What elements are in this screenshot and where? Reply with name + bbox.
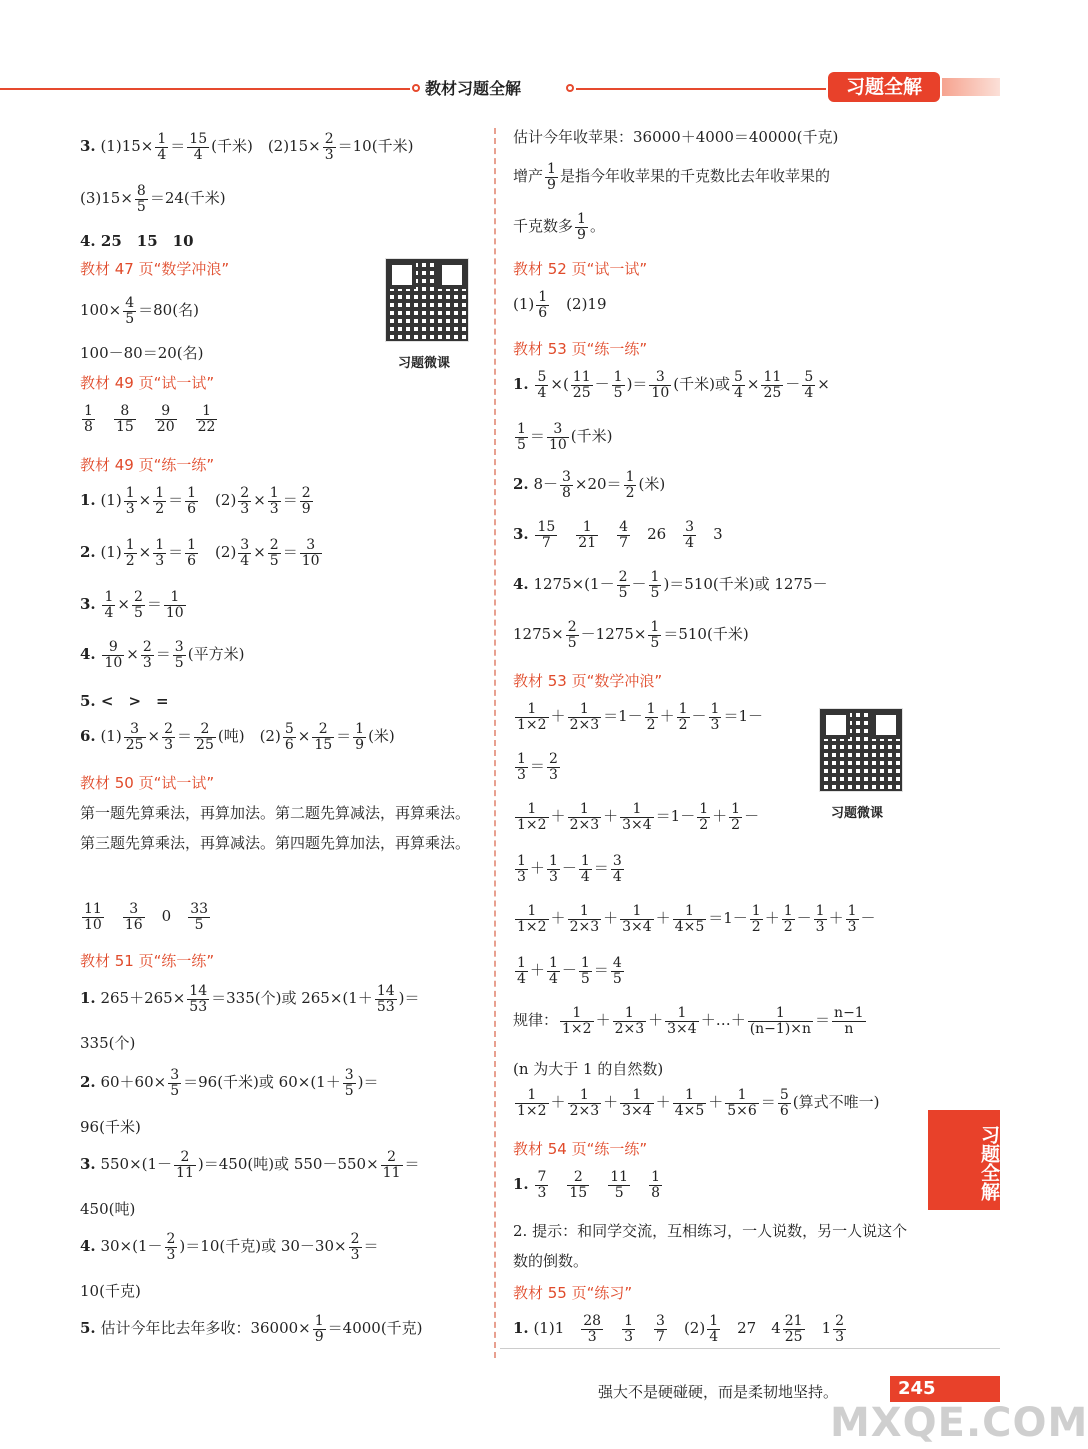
surf-line-2: 100－80＝20(名) — [80, 344, 204, 362]
practice-51-5: 5. 估计今年比去年多收：36000× $\frac{1}{9}$ ＝4000(千克) — [80, 1313, 423, 1345]
practice-53-1b: $\frac{1}{5}$ ＝ $\frac{3}{10}$ (千米) — [517, 421, 613, 453]
section-52-try: 教材 52 页“试一试” — [513, 260, 648, 278]
practice-51-4b: 10(千克) — [80, 1282, 141, 1300]
qr-code-bottom[interactable] — [819, 708, 903, 792]
surf-53-example: $\frac{1}{1\times 2}$ ＋ $\frac{1}{2\times 3}$ ＋ $\frac{1}{3\times 4}$ ＋ $\frac{1}{4\times 5}$ ＋ $\frac{1}{5\times 6}$ ＝ $\frac{5}{6}$ (算式不唯一) — [517, 1087, 880, 1119]
surf-53-rule: 规律： $\frac{1}{1\times 2}$ ＋ $\frac{1}{2\times 3}$ ＋ $\frac{1}{3\times 4}$ ＋…＋ $\frac{1}{(n-1)\times n}$ ＝ $\frac{n-1}{n}$ — [513, 1005, 864, 1037]
practice-49-4: 4. $\frac{9}{10}$ × $\frac{2}{3}$ ＝ $\frac{3}{5}$ (平方米) — [80, 639, 245, 671]
footer-rule — [500, 1348, 1000, 1349]
practice-53-3: 3. $\frac{15}{7}$ $\frac{1}{21}$ $\frac{4}{7}$ 26 $\frac{3}{4}$ 3 — [513, 519, 723, 551]
qr-label-top: 习题微课 — [398, 356, 451, 371]
header-dot-right — [566, 84, 574, 92]
increase-explanation-1: 增产 $\frac{1}{9}$ 是指今年收苹果的千克数比去年收苹果的 — [513, 161, 830, 193]
surf-53-line-1: $\frac{1}{1\times 2}$ ＋ $\frac{1}{2\times 3}$ ＝1－ $\frac{1}{2}$ ＋ $\frac{1}{2}$ － $\frac{1}{3}$ ＝1－ — [517, 701, 763, 733]
try-49-answers: $\frac{1}{8}$ $\frac{8}{15}$ $\frac{9}{20}$ $\frac{1}{22}$ — [84, 403, 216, 435]
practice-54-2: 2. 提示：和同学交流，互相练习，一人说数，另一人说这个数的倒数。 — [513, 1222, 908, 1270]
practice-51-1a: 1. 265＋265× $\frac{14}{53}$ ＝335(个)或 265×(1＋ $\frac{14}{53}$ )＝ — [80, 983, 420, 1015]
section-49-practice: 教材 49 页“练一练” — [80, 456, 215, 474]
answer-3-3: (3)15× $\frac{8}{5}$ ＝24(千米) — [80, 183, 226, 215]
answer-4: 4. 25 15 10 — [80, 232, 194, 250]
surf-53-line-2: $\frac{1}{3}$ ＝ $\frac{2}{3}$ — [517, 751, 558, 783]
section-53-surf: 教材 53 页“数学冲浪” — [513, 672, 663, 690]
footer-motto: 强大不是硬碰硬，而是柔韧地坚持。 — [598, 1383, 839, 1401]
header-badge: 习题全解 — [828, 72, 940, 102]
answer-3-1: 3. (1)15× $\frac{1}{4}$ ＝ $\frac{15}{4}$ (千米) (2)15× $\frac{2}{3}$ ＝10(千米) — [80, 131, 414, 163]
practice-49-2: 2. (1) $\frac{1}{2}$ × $\frac{1}{3}$ ＝ $\frac{1}{6}$ (2) $\frac{3}{4}$ × $\frac{2}{5}$ ＝ $\frac{3}{10}$ — [80, 537, 320, 569]
practice-49-6: 6. (1) $\frac{3}{25}$ × $\frac{2}{3}$ ＝ $\frac{2}{25}$ (吨) (2) $\frac{5}{6}$ × $\frac{2}{15}$ ＝ $\frac{1}{9}$ (米) — [80, 721, 395, 753]
header-rule-right — [576, 88, 826, 90]
section-49-try: 教材 49 页“试一试” — [80, 374, 215, 392]
section-51-practice: 教材 51 页“练一练” — [80, 952, 215, 970]
section-54-practice: 教材 54 页“练一练” — [513, 1140, 648, 1158]
practice-53-4a: 4. 1275×(1－ $\frac{2}{5}$ － $\frac{1}{5}$ )＝510(千米)或 1275－ — [513, 569, 828, 601]
practice-51-3b: 450(吨) — [80, 1200, 136, 1218]
header-dot-left — [412, 84, 420, 92]
practice-55-1: 1. (1)1 $\frac{28}{3}$ $\frac{1}{3}$ $\frac{3}{7}$ (2) $\frac{1}{4}$ 27 4 $\frac{21}{25}$ 1 $\frac{2}{3}$ — [513, 1313, 845, 1345]
try-50-answers: $\frac{11}{10}$ $\frac{3}{16}$ 0 $\frac{33}{5}$ — [84, 901, 209, 933]
try-52-answers: (1) $\frac{1}{6}$ (2)19 — [513, 289, 607, 321]
practice-51-3a: 3. 550×(1－ $\frac{2}{11}$ )＝450(吨)或 550－550× $\frac{2}{11}$ ＝ — [80, 1149, 420, 1181]
order-explanation: 第一题先算乘法，再算加法。第二题先算减法，再算乘法。第三题先算乘法，再算减法。第四题先算加法，再算乘法。 — [80, 804, 471, 852]
practice-53-4b: 1275× $\frac{2}{5}$ －1275× $\frac{1}{5}$ ＝510(千米) — [513, 619, 749, 651]
surf-53-line-5: $\frac{1}{1\times 2}$ ＋ $\frac{1}{2\times 3}$ ＋ $\frac{1}{3\times 4}$ ＋ $\frac{1}{4\times 5}$ ＝1－ $\frac{1}{2}$ ＋ $\frac{1}{2}$ － $\frac{1}{3}$ ＋ $\frac{1}{3}$ － — [517, 903, 876, 935]
column-divider — [494, 128, 496, 1358]
surf-53-note: (n 为大于 1 的自然数) — [513, 1060, 664, 1078]
header-rule-left — [0, 88, 410, 90]
surf-line-1: 100× $\frac{4}{5}$ ＝80(名) — [80, 295, 199, 327]
section-55-practice: 教材 55 页“练习” — [513, 1284, 633, 1302]
qr-code-top[interactable] — [385, 258, 469, 342]
watermark: MXQE.COM — [830, 1400, 1088, 1446]
practice-51-4a: 4. 30×(1－ $\frac{2}{3}$ )＝10(千克)或 30－30× $\frac{2}{3}$ ＝ — [80, 1231, 379, 1263]
practice-53-1a: 1. $\frac{5}{4}$ ×( $\frac{11}{25}$ － $\frac{1}{5}$ )＝ $\frac{3}{10}$ (千米)或 $\frac{5}{4}$ × $\frac{11}{25}$ － $\frac{5}{4}$ × — [513, 369, 830, 401]
header-badge-tail — [942, 78, 1000, 96]
header-title: 教材习题全解 — [425, 79, 522, 98]
practice-49-1: 1. (1) $\frac{1}{3}$ × $\frac{1}{2}$ ＝ $\frac{1}{6}$ (2) $\frac{2}{3}$ × $\frac{1}{3}$ ＝ $\frac{2}{9}$ — [80, 485, 311, 517]
surf-53-line-6: $\frac{1}{4}$ ＋ $\frac{1}{4}$ － $\frac{1}{5}$ ＝ $\frac{4}{5}$ — [517, 955, 622, 987]
surf-53-line-4: $\frac{1}{3}$ ＋ $\frac{1}{3}$ － $\frac{1}{4}$ ＝ $\frac{3}{4}$ — [517, 853, 622, 885]
section-47-surf: 教材 47 页“数学冲浪” — [80, 260, 230, 278]
qr-label-bottom: 习题微课 — [831, 806, 884, 821]
practice-49-5: 5. < > = — [80, 692, 169, 710]
practice-54-1: 1. $\frac{7}{3}$ $\frac{2}{15}$ $\frac{11}{5}$ $\frac{1}{8}$ — [513, 1169, 660, 1201]
side-tab: 习题全解 — [928, 1110, 1000, 1210]
page-number: 245 — [890, 1376, 1000, 1402]
practice-51-2a: 2. 60＋60× $\frac{3}{5}$ ＝96(千米)或 60×(1＋ $\frac{3}{5}$ )＝ — [80, 1067, 379, 1099]
practice-53-2: 2. 8－ $\frac{3}{8}$ ×20＝ $\frac{1}{2}$ (米) — [513, 469, 666, 501]
surf-53-line-3: $\frac{1}{1\times 2}$ ＋ $\frac{1}{2\times 3}$ ＋ $\frac{1}{3\times 4}$ ＝1－ $\frac{1}{2}$ ＋ $\frac{1}{2}$ － — [517, 801, 760, 833]
practice-51-1b: 335(个) — [80, 1034, 136, 1052]
practice-51-2b: 96(千米) — [80, 1118, 141, 1136]
estimate-apples: 估计今年收苹果：36000＋4000＝40000(千克) — [513, 128, 839, 146]
practice-49-3: 3. $\frac{1}{4}$ × $\frac{2}{5}$ ＝ $\frac{1}{10}$ — [80, 589, 184, 621]
increase-explanation-2: 千克数多 $\frac{1}{9}$ 。 — [513, 211, 605, 243]
section-50-try: 教材 50 页“试一试” — [80, 774, 215, 792]
section-53-practice: 教材 53 页“练一练” — [513, 340, 648, 358]
